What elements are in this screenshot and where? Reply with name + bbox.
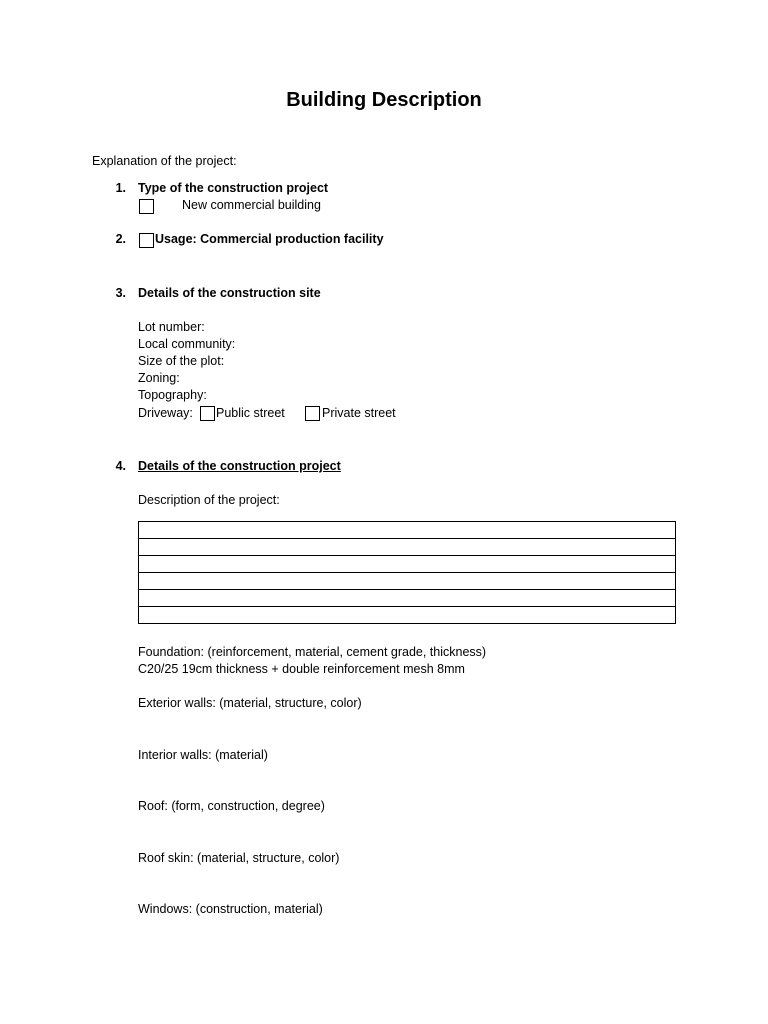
public-street-checkbox[interactable] xyxy=(200,406,215,421)
description-cell[interactable] xyxy=(139,590,676,607)
private-street-checkbox[interactable] xyxy=(305,406,320,421)
plot-size-label: Size of the plot: xyxy=(138,354,225,368)
exterior-walls-label: Exterior walls: (material, structure, color) xyxy=(138,696,362,710)
table-row xyxy=(139,573,676,590)
table-row xyxy=(139,607,676,624)
section-2-heading: Usage: Commercial production facility xyxy=(155,232,384,246)
description-cell[interactable] xyxy=(139,539,676,556)
section-3-heading: Details of the construction site xyxy=(138,286,321,300)
section-1-heading: Type of the construction project xyxy=(138,181,329,195)
roof-label: Roof: (form, construction, degree) xyxy=(138,799,325,813)
windows-label: Windows: (construction, material) xyxy=(138,902,323,916)
intro-text: Explanation of the project: xyxy=(92,154,237,168)
driveway-label: Driveway: xyxy=(138,406,193,420)
foundation-label: Foundation: (reinforcement, material, cement grade, thickness) xyxy=(138,645,487,659)
table-row xyxy=(139,590,676,607)
section-4-number: 4. xyxy=(115,459,126,473)
section-2-number: 2. xyxy=(115,232,126,246)
private-street-label: Private street xyxy=(322,406,396,420)
description-cell[interactable] xyxy=(139,573,676,590)
description-cell[interactable] xyxy=(139,607,676,624)
section-1-number: 1. xyxy=(115,181,126,195)
lot-number-label: Lot number: xyxy=(138,320,205,334)
local-community-label: Local community: xyxy=(138,337,236,351)
description-cell[interactable] xyxy=(139,522,676,539)
project-description-table xyxy=(138,521,676,624)
section-4-heading: Details of the construction project xyxy=(138,459,341,473)
zoning-label: Zoning: xyxy=(138,371,180,385)
table-row xyxy=(139,522,676,539)
table-row xyxy=(139,556,676,573)
topography-label: Topography: xyxy=(138,388,207,402)
roof-skin-label: Roof skin: (material, structure, color) xyxy=(138,851,340,865)
new-commercial-building-label: New commercial building xyxy=(182,198,321,212)
interior-walls-label: Interior walls: (material) xyxy=(138,748,268,762)
public-street-label: Public street xyxy=(216,406,285,420)
new-commercial-building-checkbox[interactable] xyxy=(139,199,154,214)
description-cell[interactable] xyxy=(139,556,676,573)
page-title: Building Description xyxy=(286,89,482,111)
project-description-label: Description of the project: xyxy=(138,493,280,507)
section-3-number: 3. xyxy=(115,286,126,300)
foundation-value: C20/25 19cm thickness + double reinforcement mesh 8mm xyxy=(138,662,465,676)
table-row xyxy=(139,539,676,556)
usage-checkbox[interactable] xyxy=(139,233,154,248)
